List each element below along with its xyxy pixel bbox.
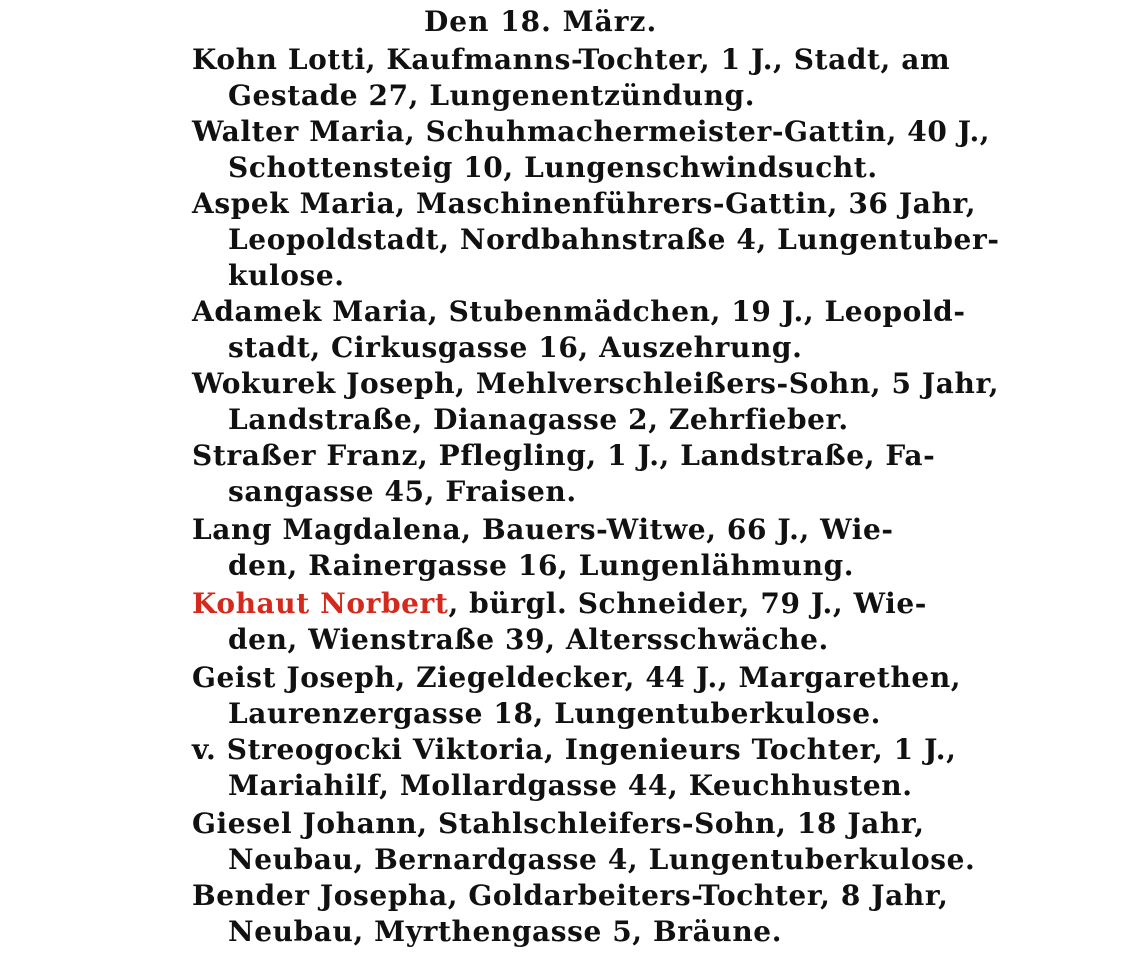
entry-line: Geist Joseph, Ziegeldecker, 44 J., Margarethen, <box>192 661 962 694</box>
entry-line: Giesel Johann, Stahlschleifers-Sohn, 18 Jahr, <box>192 807 925 840</box>
entry-line: Gestade 27, Lungenentzündung. <box>228 79 756 112</box>
entry-line: Adamek Maria, Stubenmädchen, 19 J., Leopold- <box>192 295 966 328</box>
register-entry <box>192 438 936 510</box>
entry-line: Laurenzergasse 18, Lungentuberkulose. <box>228 697 882 730</box>
entry-line: Neubau, Myrthengasse 5, Bräune. <box>228 915 783 948</box>
register-entry <box>192 186 1000 294</box>
register-entry <box>192 660 962 732</box>
entry-line <box>192 586 928 622</box>
date-heading: Den 18. März. <box>424 5 658 38</box>
register-entry <box>192 114 991 186</box>
register-entry <box>192 294 966 366</box>
entry-line: den, Rainergasse 16, Lungenlähmung. <box>228 549 855 582</box>
entry-line: Neubau, Bernardgasse 4, Lungentuberkulose. <box>228 843 976 876</box>
entry-line: v. Streogocki Viktoria, Ingenieurs Tochter, 1 J., <box>192 733 957 766</box>
entry-line: Walter Maria, Schuhmachermeister-Gattin, 40 J., <box>192 115 991 148</box>
register-entry <box>192 878 949 950</box>
register-entry <box>192 512 892 584</box>
entry-line: Straßer Franz, Pflegling, 1 J., Landstraße, Fa- <box>192 439 936 472</box>
register-entry <box>192 366 1000 438</box>
register-entry <box>192 806 976 878</box>
entry-line: Leopoldstadt, Nordbahnstraße 4, Lungentuber- <box>228 223 1000 256</box>
register-entry-highlighted <box>192 586 928 658</box>
entry-line: den, Wienstraße 39, Altersschwäche. <box>228 623 829 656</box>
entry-line: Landstraße, Dianagasse 2, Zehrfieber. <box>228 403 849 436</box>
entry-line: kulose. <box>228 259 345 292</box>
entry-line: stadt, Cirkusgasse 16, Auszehrung. <box>228 331 803 364</box>
highlighted-name: Kohaut Norbert <box>192 587 449 620</box>
entry-line-rest: , bürgl. Schneider, 79 J., Wie- <box>448 587 928 620</box>
register-entry <box>192 732 957 804</box>
entry-line: Mariahilf, Mollardgasse 44, Keuchhusten. <box>228 769 913 802</box>
entry-line: Bender Josepha, Goldarbeiters-Tochter, 8 Jahr, <box>192 879 949 912</box>
entry-line: Wokurek Joseph, Mehlverschleißers-Sohn, 5 Jahr, <box>192 367 1000 400</box>
entry-line: Lang Magdalena, Bauers-Witwe, 66 J., Wie- <box>192 513 894 546</box>
entry-line: Aspek Maria, Maschinenführers-Gattin, 36 Jahr, <box>192 187 977 220</box>
entry-line: Kohn Lotti, Kaufmanns-Tochter, 1 J., Stadt, am <box>192 43 951 76</box>
register-entry <box>192 42 951 114</box>
entry-line: Schottensteig 10, Lungenschwindsucht. <box>228 151 878 184</box>
entry-line: sangasse 45, Fraisen. <box>228 475 577 508</box>
